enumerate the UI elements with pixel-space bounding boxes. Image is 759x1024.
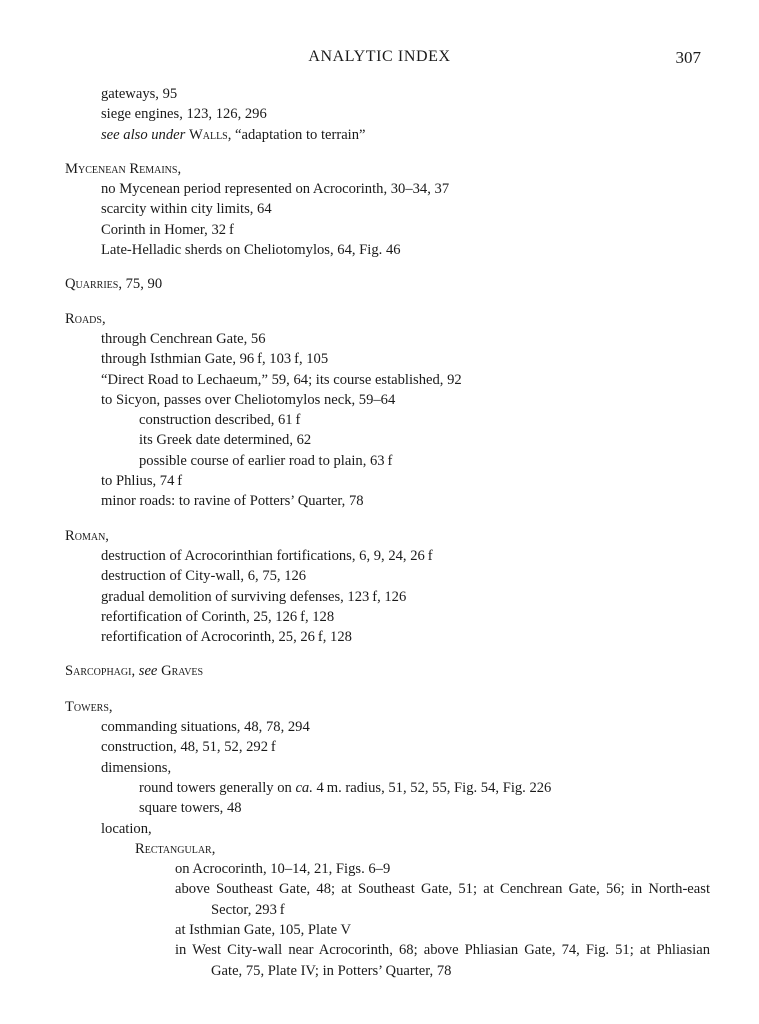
index-entry: refortification of Acrocorinth, 25, 26 f, 128 — [101, 629, 352, 646]
index-entry: through Cenchrean Gate, 56 — [101, 330, 266, 347]
index-subentry: construction described, 61 f — [139, 412, 301, 429]
index-subsubentry: at Isthmian Gate, 105, Plate V — [175, 921, 352, 938]
index-entry: dimensions, — [101, 759, 172, 776]
page-number: 307 — [675, 48, 701, 67]
index-subentry: round towers generally on ca. 4 m. radius, 51, 52, 55, Fig. 54, Fig. 226 — [139, 779, 552, 796]
index-entry: refortification of Corinth, 25, 126 f, 128 — [101, 608, 335, 625]
cross-reference-detail: , “adaptation to terrain” — [227, 126, 366, 143]
heading-pages: , 75, 90 — [118, 276, 163, 293]
index-entry: location, — [101, 820, 152, 837]
index-entry: no Mycenean period represented on Acrocorinth, 30–34, 37 — [101, 181, 450, 198]
index-entry: “Direct Road to Lechaeum,” 59, 64; its course established, 92 — [101, 371, 462, 388]
running-head — [0, 48, 759, 70]
index-entry: gradual demolition of surviving defenses, 123 f, 126 — [101, 588, 407, 605]
index-subentry: its Greek date determined, 62 — [139, 432, 312, 449]
index-entry: Late-Helladic sherds on Cheliotomylos, 64, Fig. 46 — [101, 242, 401, 259]
index-entry: commanding situations, 48, 78, 294 — [101, 719, 310, 736]
see-label: see — [138, 663, 158, 680]
index-heading-roads: Roads, — [65, 310, 106, 327]
index-content — [65, 84, 710, 981]
index-entry: siege engines, 123, 126, 296 — [101, 106, 267, 123]
cross-reference: Walls — [188, 126, 228, 143]
index-subheading-rectangular: Rectangular, — [135, 840, 216, 857]
see-also-entry — [65, 125, 710, 145]
index-entry: construction, 48, 51, 52, 292 f — [101, 739, 276, 756]
index-entry: destruction of City-wall, 6, 75, 126 — [101, 568, 307, 585]
index-subsubentry: in West City-wall near Acrocorinth, 68; above Phliasian Gate, 74, Fig. 51; at Phliasian Gate, 75, Plate IV; in Potters’ Quarter, 78 — [175, 942, 710, 979]
index-heading-sarcophagi — [65, 661, 710, 681]
cross-reference: Graves — [161, 663, 204, 680]
index-entry: destruction of Acrocorinthian fortifications, 6, 9, 24, 26 f — [101, 547, 433, 564]
index-heading-roman: Roman, — [65, 527, 109, 544]
page-title: ANALYTIC INDEX — [308, 48, 451, 65]
index-subsubentry: on Acrocorinth, 10–14, 21, Figs. 6–9 — [175, 861, 391, 878]
index-entry: minor roads: to ravine of Potters’ Quarter, 78 — [101, 493, 364, 510]
see-also-label: see also under — [101, 126, 186, 143]
index-subsubentry: above Southeast Gate, 48; at Southeast Gate, 51; at Cenchrean Gate, 56; in North-east Sector, 293 f — [175, 881, 710, 918]
heading-label: Sarcophagi, — [65, 663, 136, 680]
index-entry: Corinth in Homer, 32 f — [101, 221, 234, 238]
index-heading-mycenean: Mycenean Remains, — [65, 160, 182, 177]
index-entry: to Sicyon, passes over Cheliotomylos neck, 59–64 — [101, 391, 396, 408]
index-entry: to Phlius, 74 f — [101, 473, 183, 490]
index-entry: scarcity within city limits, 64 — [101, 201, 272, 218]
index-subentry: possible course of earlier road to plain, 63 f — [139, 452, 393, 469]
index-heading-quarries — [65, 274, 710, 294]
heading-label: Quarries — [65, 276, 119, 293]
index-entry: through Isthmian Gate, 96 f, 103 f, 105 — [101, 351, 329, 368]
index-subentry: square towers, 48 — [139, 800, 242, 817]
index-heading-towers: Towers, — [65, 698, 113, 715]
index-entry: gateways, 95 — [101, 86, 178, 102]
